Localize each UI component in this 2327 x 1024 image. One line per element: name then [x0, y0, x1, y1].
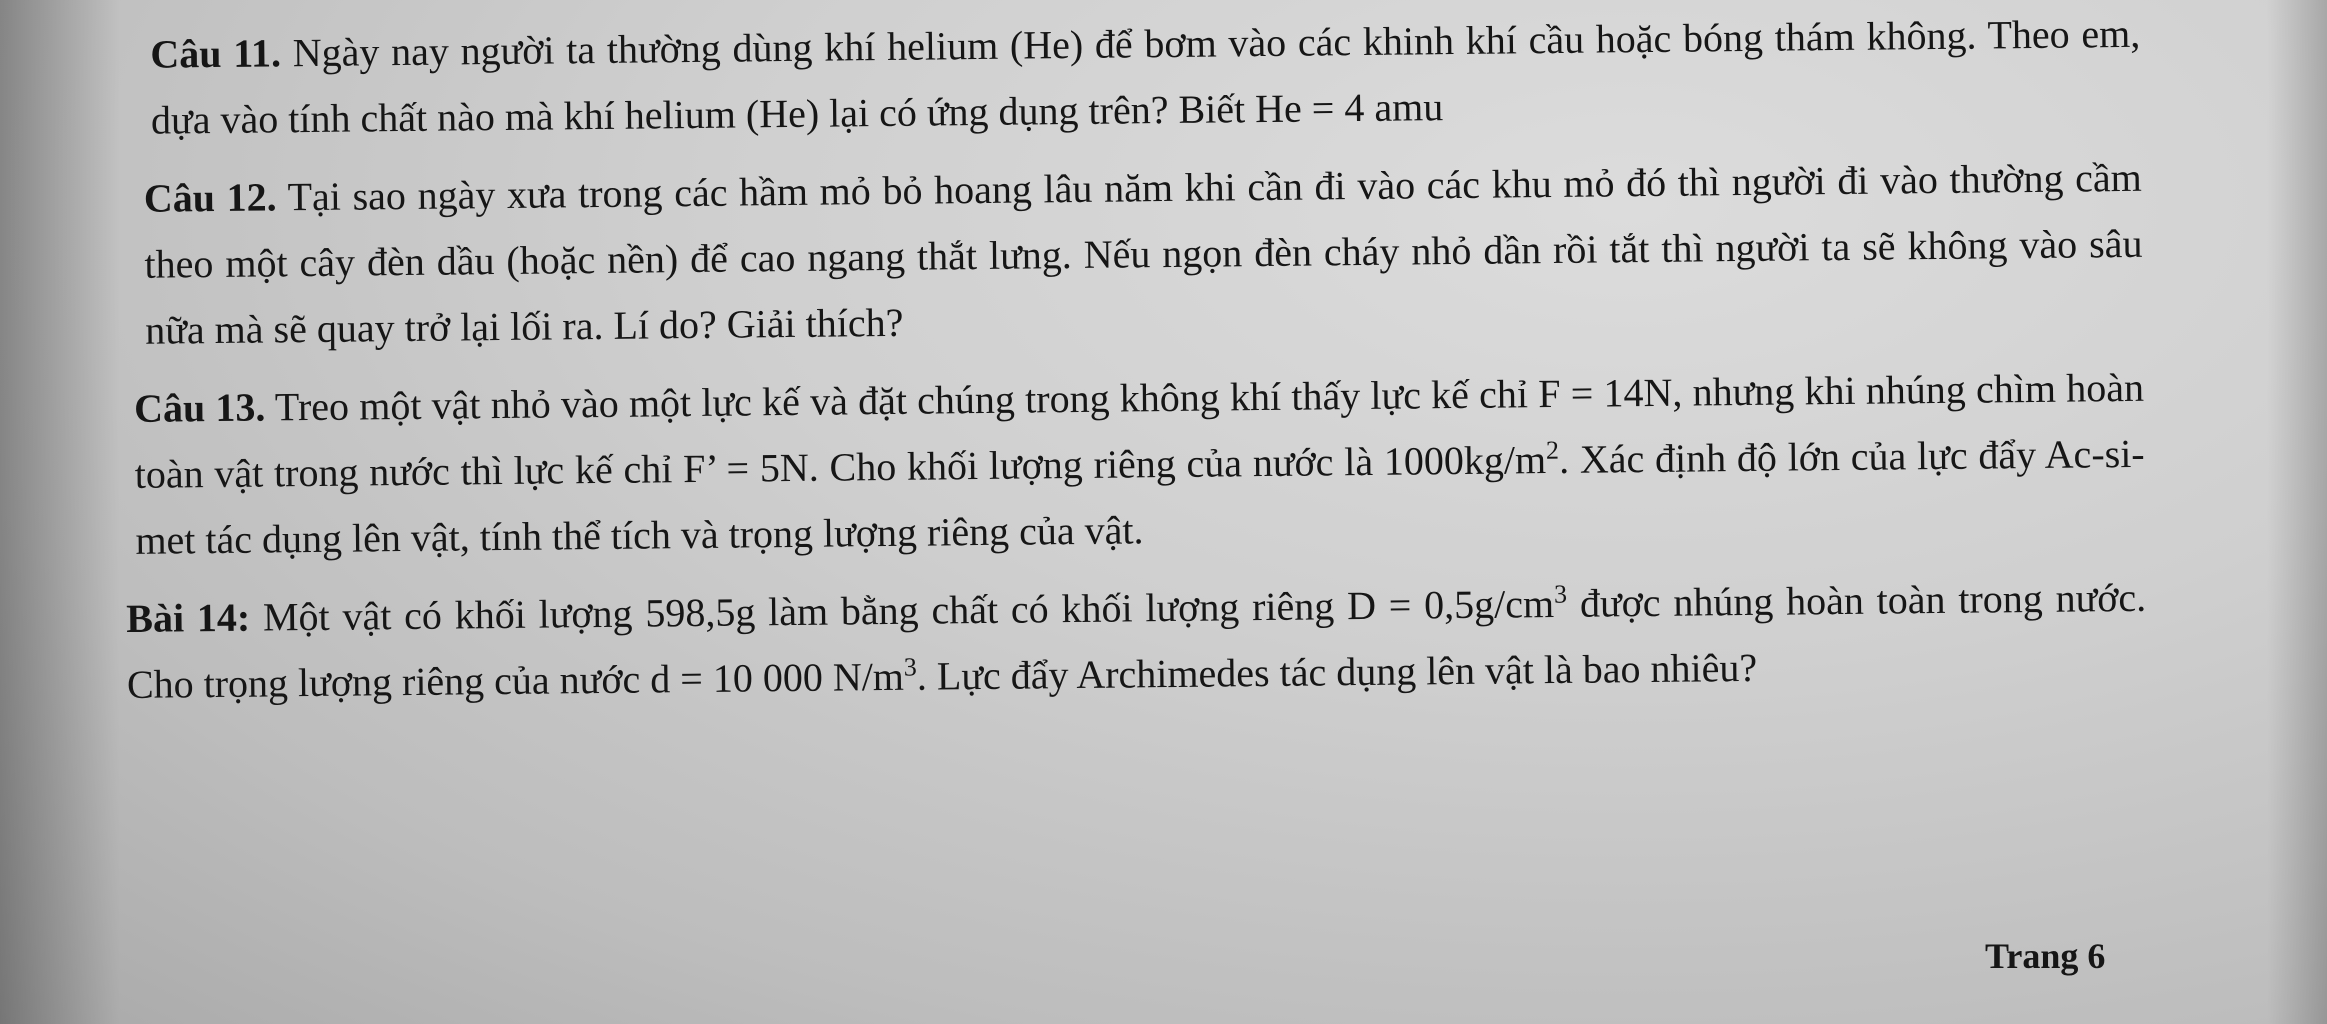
- question-11-label: Câu 11.: [150, 30, 282, 77]
- page-number: Trang 6: [1985, 936, 2106, 976]
- question-14-superscript-2: 3: [903, 652, 917, 682]
- question-12-text: Tại sao ngày xưa trong các hầm mỏ bỏ hoang lâu năm khi cần đi vào các khu mỏ đó thì người đi vào thường cầm theo một cây đèn dầu (hoặc nền) để cao ngang thắt lưng. Nếu ngọn đèn cháy nhỏ dần rồi tắt thì người ta sẽ không vào sâu nữa mà sẽ quay trở lại lối ra. Lí do? Giải thích?: [144, 154, 2143, 353]
- question-11-text: Ngày nay người ta thường dùng khí helium (He) để bơm vào các khinh khí cầu hoặc bóng thám không. Theo em, dựa vào tính chất nào mà khí helium (He) lại có ứng dụng trên? Biết He = 4 amu: [150, 10, 2141, 143]
- question-14-label: Bài 14:: [126, 594, 251, 641]
- question-13-text-before: Treo một vật nhỏ vào một lực kế và đặt chúng trong không khí thấy lực kế chỉ F = 14N, nhưng khi nhúng chìm hoàn toàn vật trong nước thì lực kế chỉ F’ = 5N. Cho khối lượng riêng của nước là 1000kg/m: [134, 364, 2145, 497]
- question-11: [120, 1, 2141, 154]
- left-edge-shadow: [0, 0, 120, 1024]
- question-14-text-part2: được nhúng hoàn toàn trong nước. Cho trọng lượng riêng của nước d = 10 000 N/m: [126, 574, 2147, 707]
- question-14-superscript-1: 3: [1553, 579, 1568, 609]
- question-13-superscript: 2: [1545, 435, 1560, 465]
- question-12: [122, 145, 2144, 364]
- question-13-text-after: . Xác định độ lớn của lực đẩy Ac-si-met tác dụng lên vật, tính thể tích và trọng lượng riêng của vật.: [135, 430, 2145, 563]
- question-12-label: Câu 12.: [143, 174, 277, 221]
- question-13: [124, 355, 2146, 574]
- document-content: [120, 1, 2147, 730]
- question-13-label: Câu 13.: [133, 384, 266, 431]
- right-edge-shadow: [2267, 0, 2327, 1024]
- question-14-text-part3: . Lực đẩy Archimedes tác dụng lên vật là bao nhiêu?: [916, 644, 1758, 699]
- question-14: [126, 565, 2147, 718]
- question-14-text-part1: Một vật có khối lượng 598,5g làm bằng chất có khối lượng riêng D = 0,5g/cm: [262, 581, 1555, 640]
